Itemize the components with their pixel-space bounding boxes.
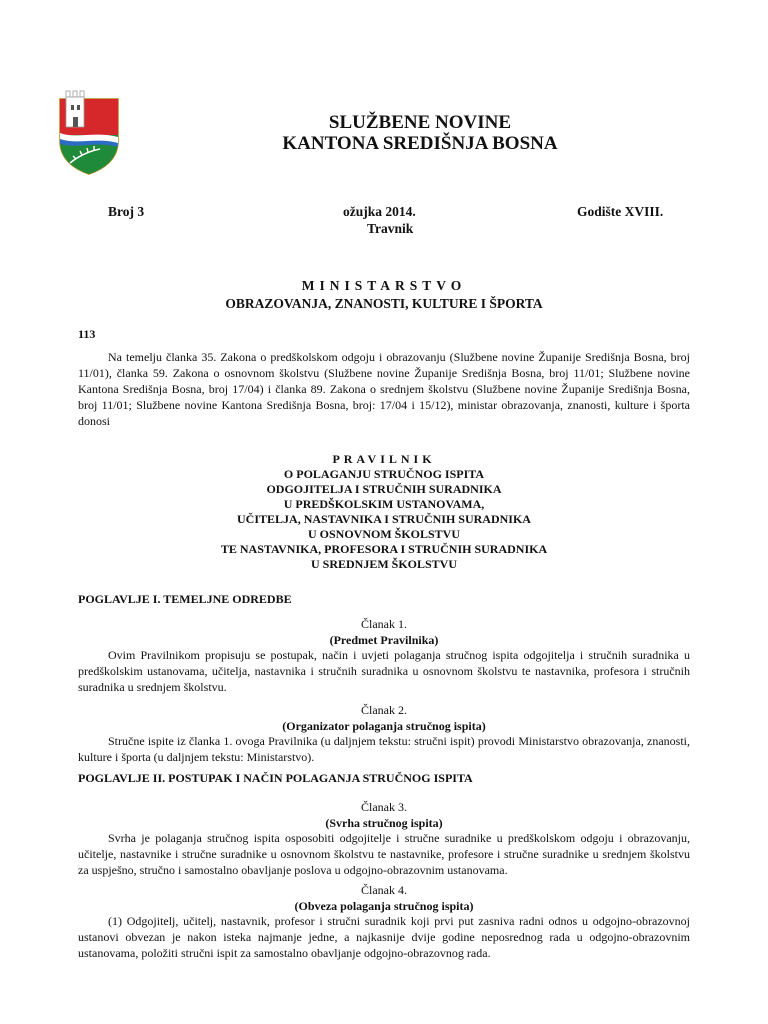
article-number: Članak 3.	[361, 800, 407, 814]
article-number: Članak 2.	[361, 703, 407, 717]
chapter-heading: POGLAVLJE I. TEMELJNE ODREDBE	[78, 592, 292, 606]
intro-paragraph: Na temelju članka 35. Zakona o predškolskom odgoju i obrazovanju (Službene novine Županije Središnja Bosna, broj 11/01), članka 59. Zakona o osnovnom školstvu (Službene novine Županije Središnja Bosna, broj 11/01; Službene novine Kantona Središnja Bosna, broj 17/04) i članka 89. Zakona o srednjem školstvu (Službene novine Županije Središnja Bosna, broj 11/01; Službene novine Kantona Središnja Bosna, broj: 17/04 i 15/12), ministar obrazovanja, znanosti, kulture i športa donosi	[78, 350, 690, 428]
title-line: TE NASTAVNIKA, PROFESORA I STRUČNIH SURADNIKA	[220, 542, 548, 556]
article-title: (Predmet Pravilnika)	[329, 633, 439, 647]
coat-of-arms-logo	[56, 89, 122, 175]
issue-city: Travnik	[367, 221, 414, 236]
title-line: PRAVILNIK	[332, 452, 436, 466]
document-number: 113	[78, 327, 96, 341]
title-line: U PREDŠKOLSKIM USTANOVAMA,	[283, 497, 485, 511]
article-text: Stručne ispite iz članka 1. ovoga Pravilnika (u daljnjem tekstu: stručni ispit) provodi Ministarstvo obrazovanja, znanosti, kulture i športa (u daljnjem tekstu: Ministarstvo).	[78, 734, 690, 764]
article-number: Članak 1.	[361, 617, 407, 631]
masthead-line-1: SLUŽBENE NOVINE	[328, 112, 512, 133]
title-line: O POLAGANJU STRUČNOG ISPITA	[283, 467, 485, 481]
article-heading	[78, 702, 690, 734]
article-title: (Obveza polaganja stručnog ispita)	[294, 899, 474, 913]
article-heading	[78, 799, 690, 831]
article-heading	[78, 616, 690, 648]
issue-date: ožujka 2014.	[343, 204, 416, 219]
issue-year: Godište XVIII.	[577, 204, 664, 219]
masthead-line-2: KANTONA SREDIŠNJA BOSNA	[282, 133, 558, 154]
article-title: (Organizator polaganja stručnog ispita)	[282, 719, 486, 733]
article-text: (1) Odgojitelj, učitelj, nastavnik, profesor i stručni suradnik koji prvi put zasniva radni odnos u odgojno-obrazovnoj ustanovi obvezan je nakon isteka najmanje jedne, a najkasnije dvije godine neposrednog rada u odgojno-obrazovnim ustanovama, položiti stručni ispit za samostalno obavljanje odgojno-obrazovnog rada.	[78, 914, 690, 960]
title-line: U SREDNJEM ŠKOLSTVU	[310, 557, 458, 571]
title-line: U OSNOVNOM ŠKOLSTVU	[307, 527, 461, 541]
article-title: (Svrha stručnog ispita)	[325, 816, 443, 830]
ministry-heading: MINISTARSTVO	[301, 278, 467, 293]
ministry-subheading: OBRAZOVANJA, ZNANOSTI, KULTURE I ŠPORTA	[225, 296, 543, 311]
chapter-heading: POGLAVLJE II. POSTUPAK I NAČIN POLAGANJA STRUČNOG ISPITA	[78, 771, 473, 785]
article-text: Ovim Pravilnikom propisuju se postupak, način i uvjeti polaganja stručnog ispita odgojitelja i stručnih suradnika u predškolskim ustanovama, učitelja, nastavnika i stručnih suradnika u osnovnom školstvu te nastavnika, profesora i stručnih suradnika u srednjem školstvu.	[78, 648, 690, 694]
article-heading	[78, 882, 690, 914]
article-number: Članak 4.	[361, 883, 407, 897]
article-text: Svrha je polaganja stručnog ispita osposobiti odgojitelje i stručne suradnike u predškolskom odgoju i obrazovanju, učitelje, nastavnike i stručne suradnike u osnovnom školstvu te nastavnike, profesore i stručne suradnike u srednjem školstvu za uspješno, stručno i samostalno obavljanje poslova u odgojno-obrazovnim ustanovama.	[78, 831, 690, 877]
issue-number: Broj 3	[108, 204, 145, 219]
title-line: ODGOJITELJA I STRUČNIH SURADNIKA	[266, 482, 502, 496]
regulation-title	[168, 452, 600, 572]
title-line: UČITELJA, NASTAVNIKA I STRUČNIH SURADNIKA	[237, 512, 531, 526]
